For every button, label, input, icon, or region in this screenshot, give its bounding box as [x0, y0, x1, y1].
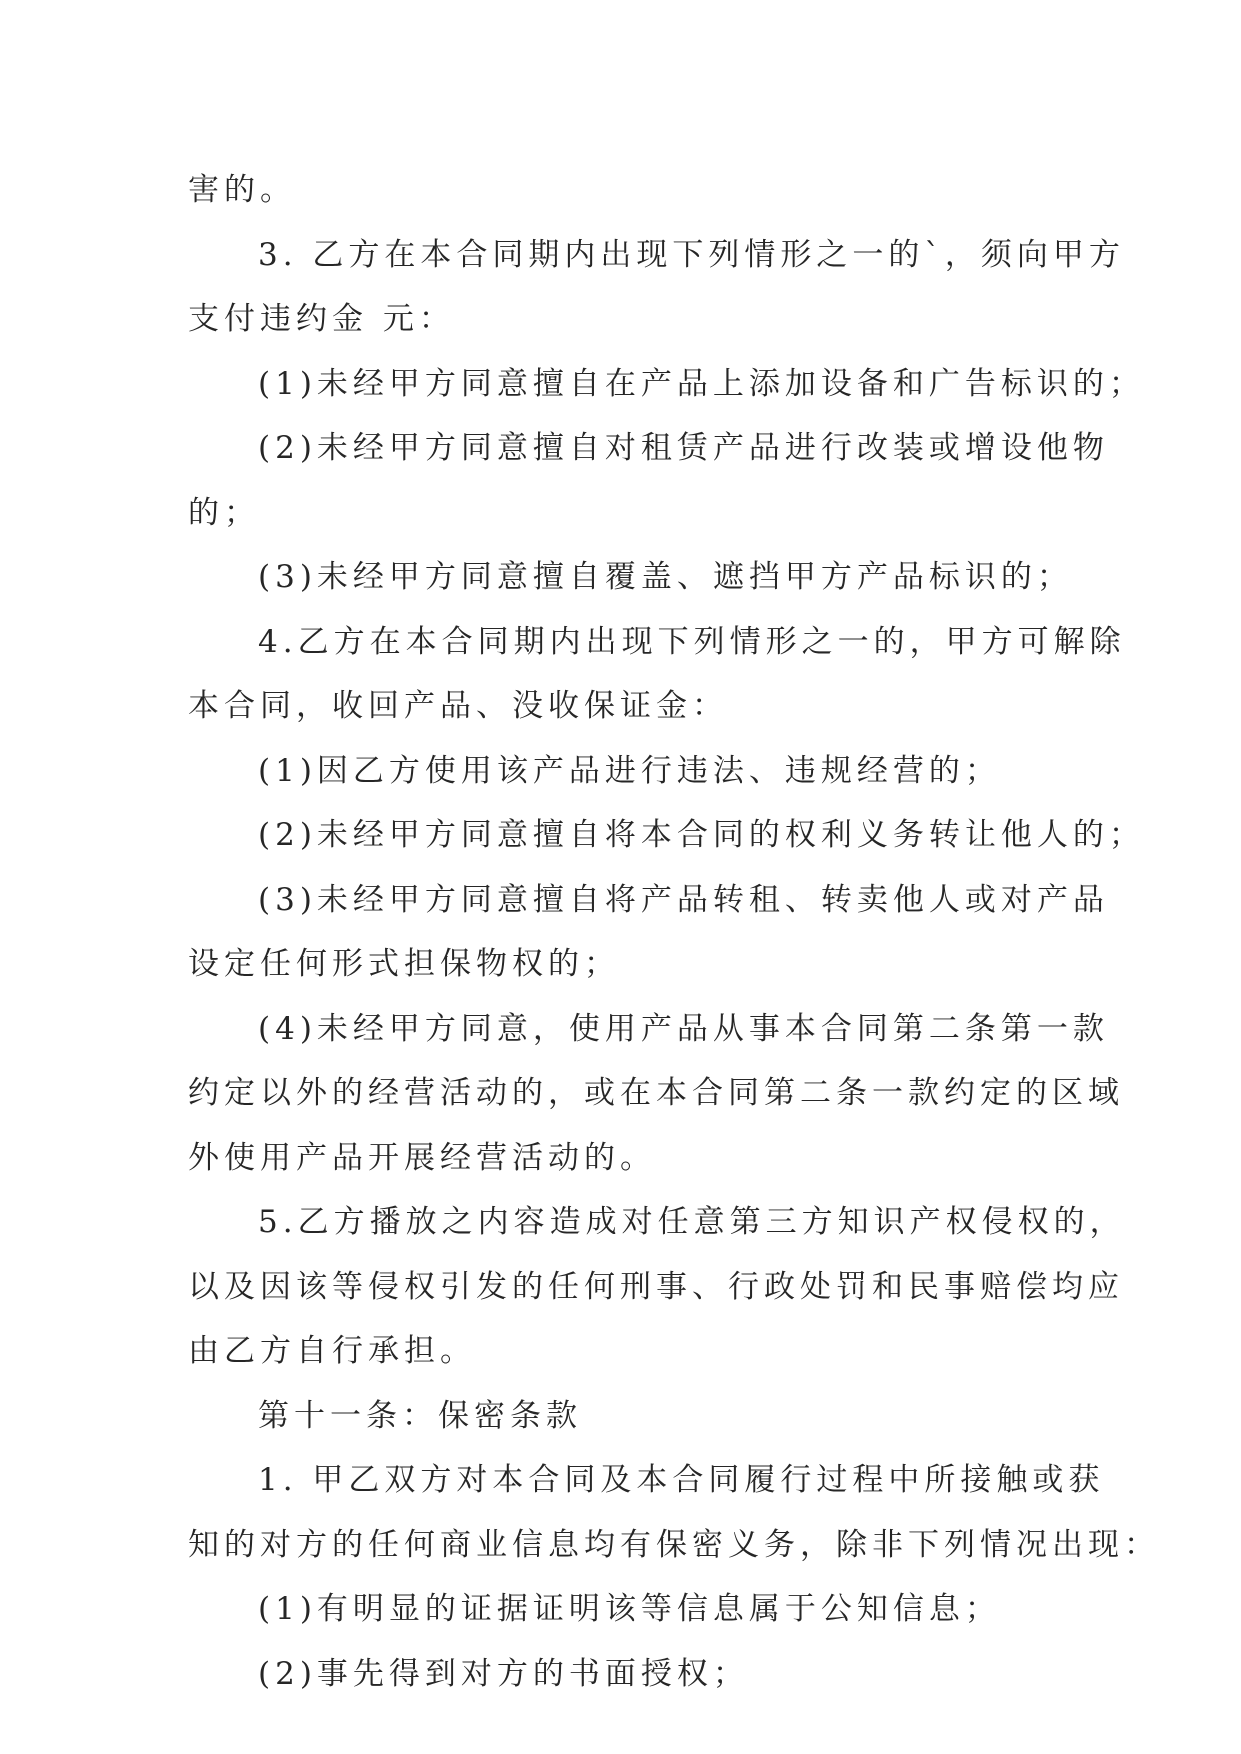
- text-line: (3)未经甲方同意擅自将产品转租、转卖他人或对产品: [258, 881, 1109, 918]
- text-line: 本合同，收回产品、没收保证金：: [188, 688, 728, 724]
- text-line: 由乙方自行承担。: [188, 1333, 476, 1369]
- text-line: 4.乙方在本合同期内出现下列情形之一的，甲方可解除: [258, 623, 1126, 660]
- text-line: 以及因该等侵权引发的任何刑事、行政处罚和民事赔偿均应: [188, 1268, 1124, 1305]
- text-line: 3. 乙方在本合同期内出现下列情形之一的`，须向甲方: [258, 236, 1125, 273]
- text-line: 5.乙方播放之内容造成对任意第三方知识产权侵权的，: [258, 1204, 1126, 1240]
- text-line: (2)未经甲方同意擅自将本合同的权利义务转让他人的；: [258, 817, 1145, 853]
- text-line: 1. 甲乙双方对本合同及本合同履行过程中所接触或获: [258, 1462, 1105, 1498]
- text-line: (1)未经甲方同意擅自在产品上添加设备和广告标识的；: [258, 365, 1145, 402]
- text-line: 设定任何形式担保物权的；: [188, 946, 620, 982]
- text-line: (3)未经甲方同意擅自覆盖、遮挡甲方产品标识的；: [258, 559, 1073, 595]
- section-heading: 第十一条：保密条款: [258, 1397, 582, 1434]
- document-body: [188, 158, 1160, 1706]
- text-line: 支付违约金 元：: [188, 301, 455, 337]
- text-line: (4)未经甲方同意，使用产品从事本合同第二条第一款: [258, 1010, 1109, 1047]
- text-line: 知的对方的任何商业信息均有保密义务，除非下列情况出现：: [188, 1526, 1160, 1563]
- text-line: (2)未经甲方同意擅自对租赁产品进行改装或增设他物: [258, 430, 1109, 466]
- text-line: 约定以外的经营活动的，或在本合同第二条一款约定的区域: [188, 1075, 1124, 1111]
- text-line: 外使用产品开展经营活动的。: [188, 1139, 656, 1176]
- text-line: (1)有明显的证据证明该等信息属于公知信息；: [258, 1591, 1001, 1627]
- text-line: 的；: [188, 494, 260, 531]
- text-line: (1)因乙方使用该产品进行违法、违规经营的；: [258, 752, 1001, 789]
- text-line: 害的。: [188, 172, 296, 208]
- text-line: (2)事先得到对方的书面授权；: [258, 1655, 749, 1692]
